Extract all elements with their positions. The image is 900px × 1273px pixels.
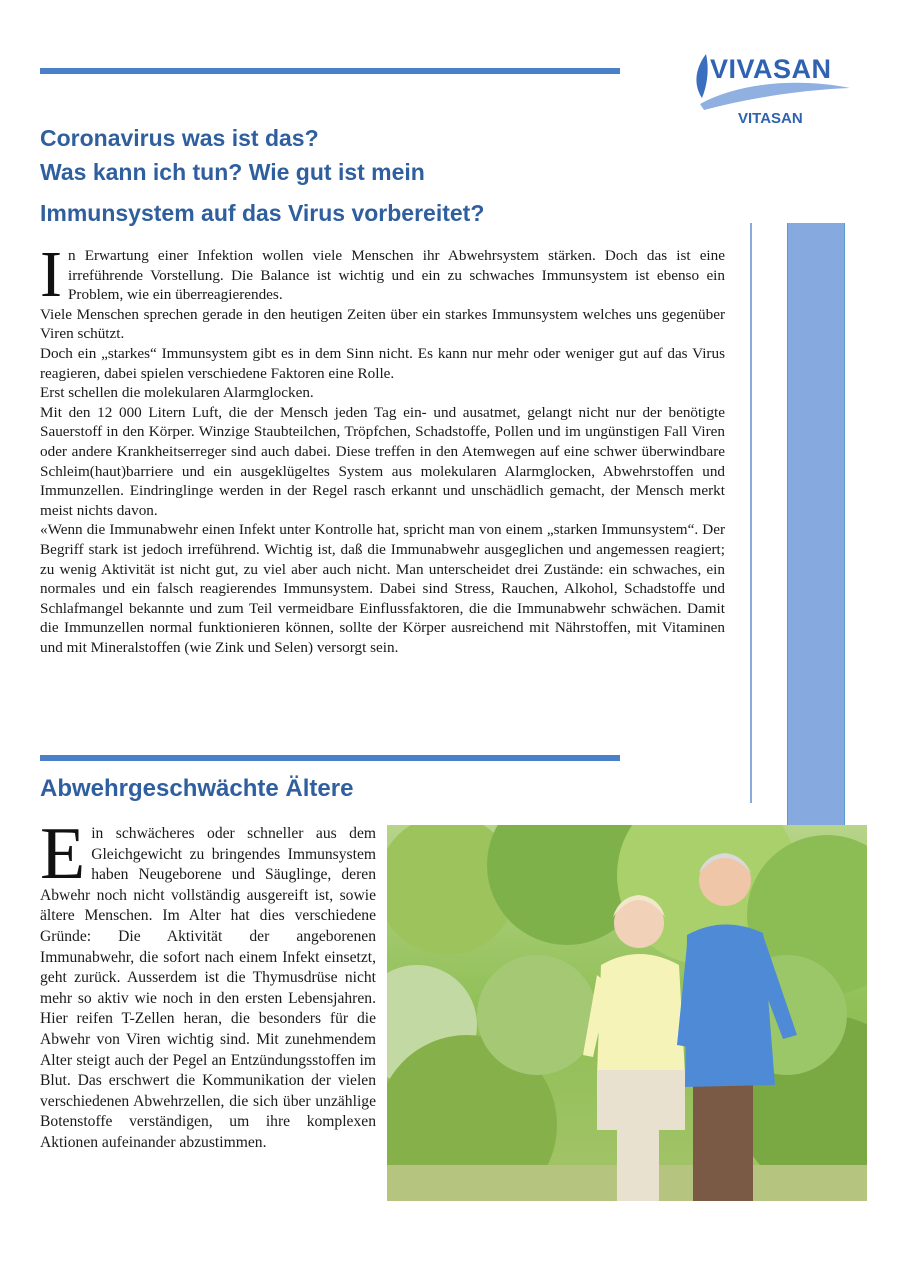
title-line-2: Was kann ich tun? Wie gut ist mein bbox=[40, 159, 425, 185]
paragraph-3: Erst schellen die molekularen Alarmglocken. bbox=[40, 384, 314, 402]
vertical-divider bbox=[750, 223, 752, 803]
section1-body bbox=[40, 238, 725, 657]
title-line-3: Immunsystem auf das Virus vorbereitet? bbox=[40, 200, 485, 226]
dropcap-i: I bbox=[40, 238, 62, 311]
section1-title bbox=[40, 121, 680, 230]
logo-brand: VIVASAN bbox=[710, 54, 832, 84]
paragraph-intro: n Erwartung einer Infektion wollen viele Menschen ihr Abwehrsystem stärken. Doch das ist eine irreführende Vorstellung. Die Balance ist wichtig und ein zu schwaches Immunsystem ist ebenso ein Problem, wie ein überreagierendes. bbox=[67, 247, 725, 304]
paragraph-4: Mit den 12 000 Litern Luft, die der Mensch jeden Tag ein- und ausatmet, gelangt nicht nur der benötigte Sauerstoff in den Körper. Winzige Staubteilchen, Tröpfchen, Schadstoffe, Pollen und im ungünstigen Fall Viren oder andere Krankheitserreger sind auch dabei. Diese treffen in den Atemwegen auf eine schwer überwindbare Schleim(haut)barriere und ein ausgeklügeltes System aus molekularen Alarmglocken, Abwehrstoffen und Immunzellen. Eindringlinge werden in der Regel rasch erkannt und unschädlich gemacht, der Mensch merkt meist nichts davon. bbox=[40, 403, 725, 519]
top-divider bbox=[40, 68, 620, 74]
section2-title: Abwehrgeschwächte Ältere bbox=[40, 775, 354, 802]
section2-text: in schwächeres oder schneller aus dem Gleichgewicht zu bringendes Immunsystem haben Neugeborene und Säuglinge, deren Abwehr noch nicht vollständig ausgereift ist, sowie ältere Menschen. Im Alter hat dies verschiedene Gründe: Die Aktivität der angeborenen Immunabwehr, die sofort nach einem Infekt einsetzt, geht zurück. Ausserdem ist die Thymusdrüse nicht mehr so aktiv wie noch in den ersten Lebensjahren. Hier reifen T-Zellen heran, die besonders für die Abwehr von Viren wichtig sind. Mit zunehmendem Alter steigt auch der Pegel an Entzündungsstoffen im Blut. Das erschwert die Kommunikation der vielen verschiedenen Abwehrzellen, die sich über unzählige Botenstoffe verständigen, um ihre komplexen Aktionen aufeinander abzustimmen. bbox=[40, 825, 376, 1151]
title-line-1: Coronavirus was ist das? bbox=[40, 125, 319, 151]
side-color-bar bbox=[787, 223, 845, 826]
elderly-couple-photo bbox=[387, 825, 867, 1201]
section2-body bbox=[40, 813, 376, 1154]
dropcap-e: E bbox=[40, 813, 86, 895]
paragraph-5: «Wenn die Immunabwehr einen Infekt unter Kontrolle hat, spricht man von einem „starken Immunsystem“. Der Begriff stark ist jedoch irreführend. Wichtig ist, daß die Immunabwehr ausgeglichen und angemessen reagiert; zu wenig Aktivität ist nicht gut, zu viel aber auch nicht. Man unterscheidet drei Zustände: ein schwaches, ein normales und ein falsch reagierendes Immunsystem. Dabei sind Stress, Rauchen, Alkohol, Schadstoffe und Schlafmangel bekannte und zum Teil vermeidbare Einflussfaktoren, die die Immunabwehr schwächen. Damit die Immunzellen normal funktionieren können, sollte der Körper ausreichend mit Nährstoffen, mit Vitaminen und mit Mineralstoffen (wie Zink und Selen) versorgt sein. bbox=[40, 521, 725, 656]
paragraph-2: Doch ein „starkes“ Immunsystem gibt es in dem Sinn nicht. Es kann nur mehr oder weniger gut auf das Virus reagieren, dabei spielen verschiedene Faktoren eine Rolle. bbox=[40, 344, 725, 382]
middle-divider bbox=[40, 755, 620, 761]
elderly-couple-walking-photo-icon bbox=[387, 825, 867, 1201]
paragraph-1: Viele Menschen sprechen gerade in den heutigen Zeiten über ein starkes Immunsystem welches uns gegenüber Viren schützt. bbox=[40, 305, 725, 343]
vivasan-logo bbox=[690, 48, 860, 138]
logo-sub: VITASAN bbox=[738, 110, 803, 127]
